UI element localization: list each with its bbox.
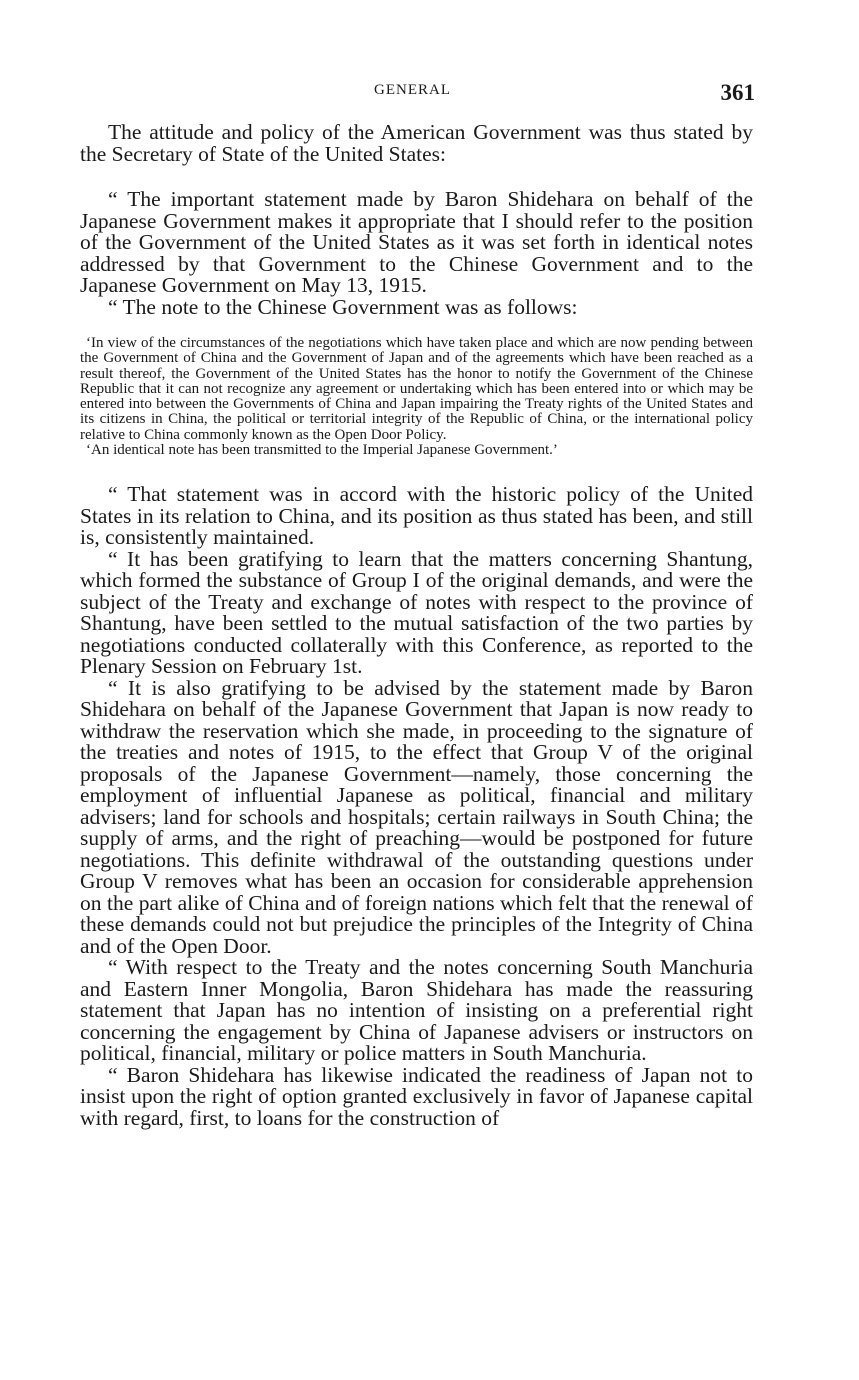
note-paragraph-2: ‘An identical note has been transmitted to the Imperial Japanese Government.’: [86, 442, 558, 459]
quote-paragraph-2: “ The note to the Chinese Government was as follows:: [108, 294, 578, 319]
note-to-chinese-government: [80, 336, 753, 458]
quote-paragraph-1: “ The important statement made by Baron Shidehara on behalf of the Japanese Government makes it appropriate that I should refer to the position of the Government of the United States as it was set forth in identical notes addressed by that Government to the Chinese Government and to the Japanese Government on May 13, 1915.: [80, 187, 753, 297]
intro-paragraph: The attitude and policy of the American Government was thus stated by the Secretary of State of the United States:: [80, 120, 753, 166]
body-paragraph-3: “ It is also gratifying to be advised by the statement made by Baron Shidehara on behalf of the Japanese Government that Japan is now ready to withdraw the reservation which she made, in proceeding to the signature of the treaties and notes of 1915, to the effect that Group V of the original proposals of the Japanese Government—namely, those concerning the employment of influential Japanese as political, financial and military advisers; land for schools and hospitals; certain railways in South China; the supply of arms, and the right of preaching—would be postponed for future negotiations. This definite withdrawal of the outstanding questions under Group V removes what has been an occasion for considerable apprehension on the part alike of China and of foreign nations which felt that the renewal of these demands could not but prejudice the principles of the Integrity of China and of the Open Door.: [80, 675, 753, 958]
body-paragraph-2: “ It has been gratifying to learn that the matters concerning Shantung, which formed the substance of Group I of the original demands, and were the subject of the Treaty and exchange of notes with respect to the province of Shantung, have been settled to the mutual satisfaction of the two parties by negotiations conducted collaterally with this Conference, as reported to the Plenary Session on February 1st.: [80, 546, 753, 679]
running-title: GENERAL: [374, 82, 451, 98]
running-head: [0, 80, 859, 110]
statement-continuation: [80, 484, 753, 1129]
body-paragraph-4: “ With respect to the Treaty and the notes concerning South Manchuria and Eastern Inner Mongolia, Baron Shidehara has made the reassuring statement that Japan has no intention of insisting on a preferential right concerning the engagement by China of Japanese advisers or instructors on political, financial, military or police matters in South Manchuria.: [80, 955, 753, 1066]
quoted-statement: [80, 189, 753, 318]
page-number: 361: [720, 80, 755, 105]
main-text: [80, 122, 753, 1129]
body-paragraph-5: “ Baron Shidehara has likewise indicated the readiness of Japan not to insist upon the right of option granted exclusively in favor of Japanese capital with regard, first, to loans for the construction of: [80, 1062, 753, 1130]
body-paragraph-1: “ That statement was in accord with the historic policy of the United States in its relation to China, and its position as thus stated has been, and still is, consistently maintained.: [80, 482, 753, 550]
note-paragraph-1: ‘In view of the circumstances of the negotiations which have taken place and which are now pending between the Government of China and the Government of Japan and of the agreements which have been reached as a result thereof, the Government of the United States has the honor to notify the Government of the Chinese Republic that it can not recognize any agreement or undertaking which has been entered into or which may be entered into between the Governments of China and Japan impairing the Treaty rights of the United States and its citizens in China, the political or territorial integrity of the Republic of China, or the international policy relative to China commonly known as the Open Door Policy.: [80, 335, 753, 443]
